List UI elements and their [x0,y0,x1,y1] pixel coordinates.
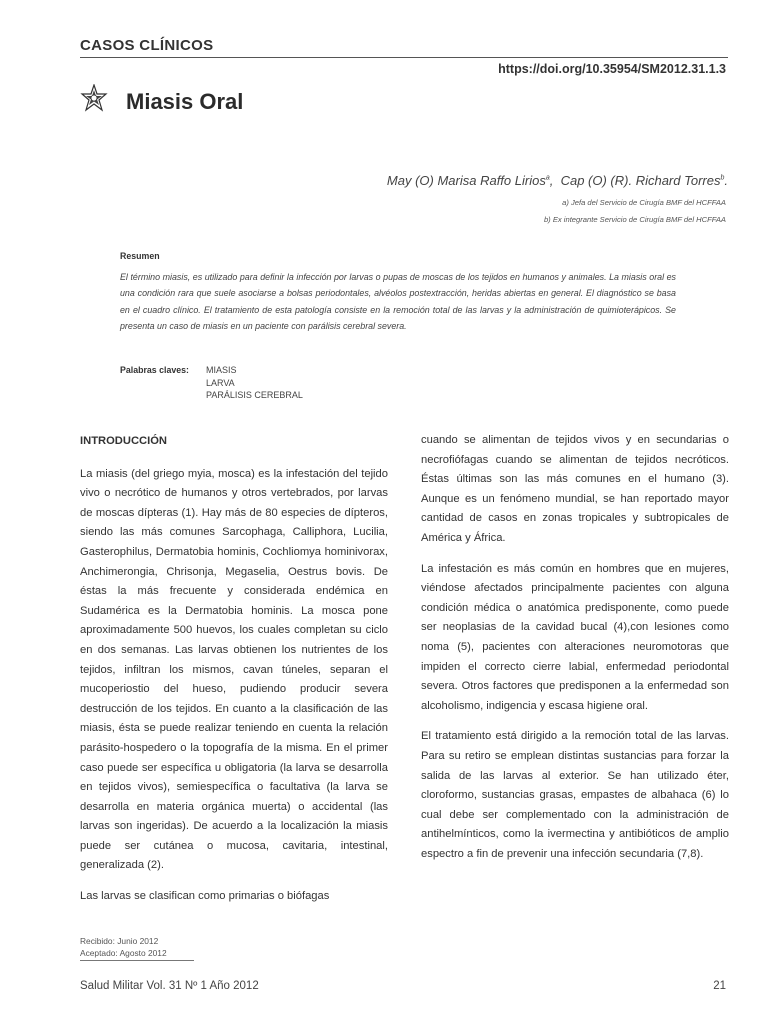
body-paragraph: cuando se alimentan de tejidos vivos y en secundarias o necrofiófagas cuando se alimentan de tejidos necróticos. Éstas últimas son las más comunes en el humano (3). Aunque es un fenómeno mundial, se han reportado mayor cantidad de casos en zonas tropicales y subtropicales de América y África. [421,434,729,544]
abstract-heading: Resumen [120,251,160,261]
body-paragraph: La infestación es más común en hombres que en mujeres, viéndose afectados principalmente pacientes con alguna condición médica o anatómica predisponente, como puede ser neoplasias de la cavidad bucal (4),con lesiones como noma (5), pacientes con alteraciones neuromotoras que impiden el correcto cierre labial, enfermedad periodontal severa. Otros factores que predisponen a la enfermedad son alcoholismo, indigencia y escasa higiene oral. [421,562,729,712]
submission-dates [80,936,167,959]
received-date: Recibido: Junio 2012 [80,936,159,946]
left-column [80,432,388,918]
author-separator: , [549,173,561,188]
accepted-date: Aceptado: Agosto 2012 [80,947,167,958]
star-emblem-icon [80,84,108,112]
keyword: MIASIS [206,365,237,375]
affiliation-marker: a [545,174,550,182]
affiliation-marker: b [720,174,725,182]
right-column [421,431,729,875]
body-paragraph: La miasis (del griego myia, mosca) es la infestación del tejido vivo o necrótico de humanos y otros vertebrados, por larvas de moscas dípteras (1). Hay más de 80 especies de dípteros, siendo las más comunes Sarcophaga, Calliphora, Lucilia, Gasterophilus, Dermatobia hominis, Cochliomya hominivorax, Anchimerongia, Chrisonja, Megaselia, Oestrus bovis. De éstas la más frecuente y considerada endémica en Sudamérica es la Dermatobia hominis. La mosca pone aproximadamente 500 huevos, los cuales completan su ciclo en dos semanas. Las larvas obtienen los nutrientes de los tejidos, infiltran los mismos, cavan túneles, separan el mucoperiostio del hueso, pudiendo producir severa destrucción de los tejidos. En cuanto a la clasificación de las miasis, ésta se puede realizar teniendo en cuenta la relación parásito-hospedero o la topografía de la misma. En el primer caso puede ser específica u obligatoria (la larva se desarrolla en tejidos vivos), semiespecífica o facultativa (la larva se desarrolla en materia orgánica muerta) o accidental (las larvas son ingeridas). De acuerdo a la localización la miasis puede ser cutánea o mucosa, cavitaria, intestinal, generalizada (2). [80,467,388,872]
dates-divider [80,960,194,961]
page-number: 21 [713,980,726,992]
header-divider [80,57,728,58]
keywords-label: Palabras claves: [120,365,189,375]
body-paragraph: El tratamiento está dirigido a la remoción total de las larvas. Para su retiro se emplean distintas sustancias para forzar la salida de las larvas al exterior. Se han utilizado éter, cloroformo, sustancias grasas, empastes de albahaca (6) lo cual debe ser complementado con la administración de antihelmínticos, como la ivermectina y antibióticos de amplio espectro a fin de prevenir una infección secundaria (7,8). [421,730,729,860]
author-name: May (O) Marisa Raffo Lirios [386,173,546,188]
keyword: LARVA [206,377,235,388]
body-paragraph: Las larvas se clasifican como primarias o biófagas [80,890,330,903]
author-line [387,173,728,188]
author-line-end: . [724,173,728,188]
doi-link[interactable]: https://doi.org/10.35954/SM2012.31.1.3 [498,62,726,76]
affiliation-a: a) Jefa del Servicio de Cirugía BMF del HCFFAA [562,198,726,207]
author-name: Cap (O) (R). Richard Torres [560,173,721,188]
section-heading: INTRODUCCIÓN [80,435,168,447]
article-title: Miasis Oral [126,89,244,114]
abstract-text: El término miasis, es utilizado para definir la infección por larvas o pupas de moscas de los tejidos en humanos y animales. La miasis oral es una condición rara que suele asociarse a bolsas periodontales, alvéolos postextracción, heridas abiertas en general. El diagnóstico se basa en el cuadro clínico. El tratamiento de esta patología consiste en la remoción total de las larvas y la administración de quimioterápicos. Se presenta un caso de miasis en un paciente con parálisis cerebral severa. [120,272,676,332]
affiliation-b: b) Ex integrante Servicio de Cirugía BMF del HCFFAA [543,215,726,224]
footer-journal: Salud Militar Vol. 31 Nº 1 Año 2012 [80,980,259,992]
section-label: CASOS CLÍNICOS [80,37,214,54]
keyword: PARÁLISIS CEREBRAL [206,390,303,400]
keywords-list [206,364,303,402]
